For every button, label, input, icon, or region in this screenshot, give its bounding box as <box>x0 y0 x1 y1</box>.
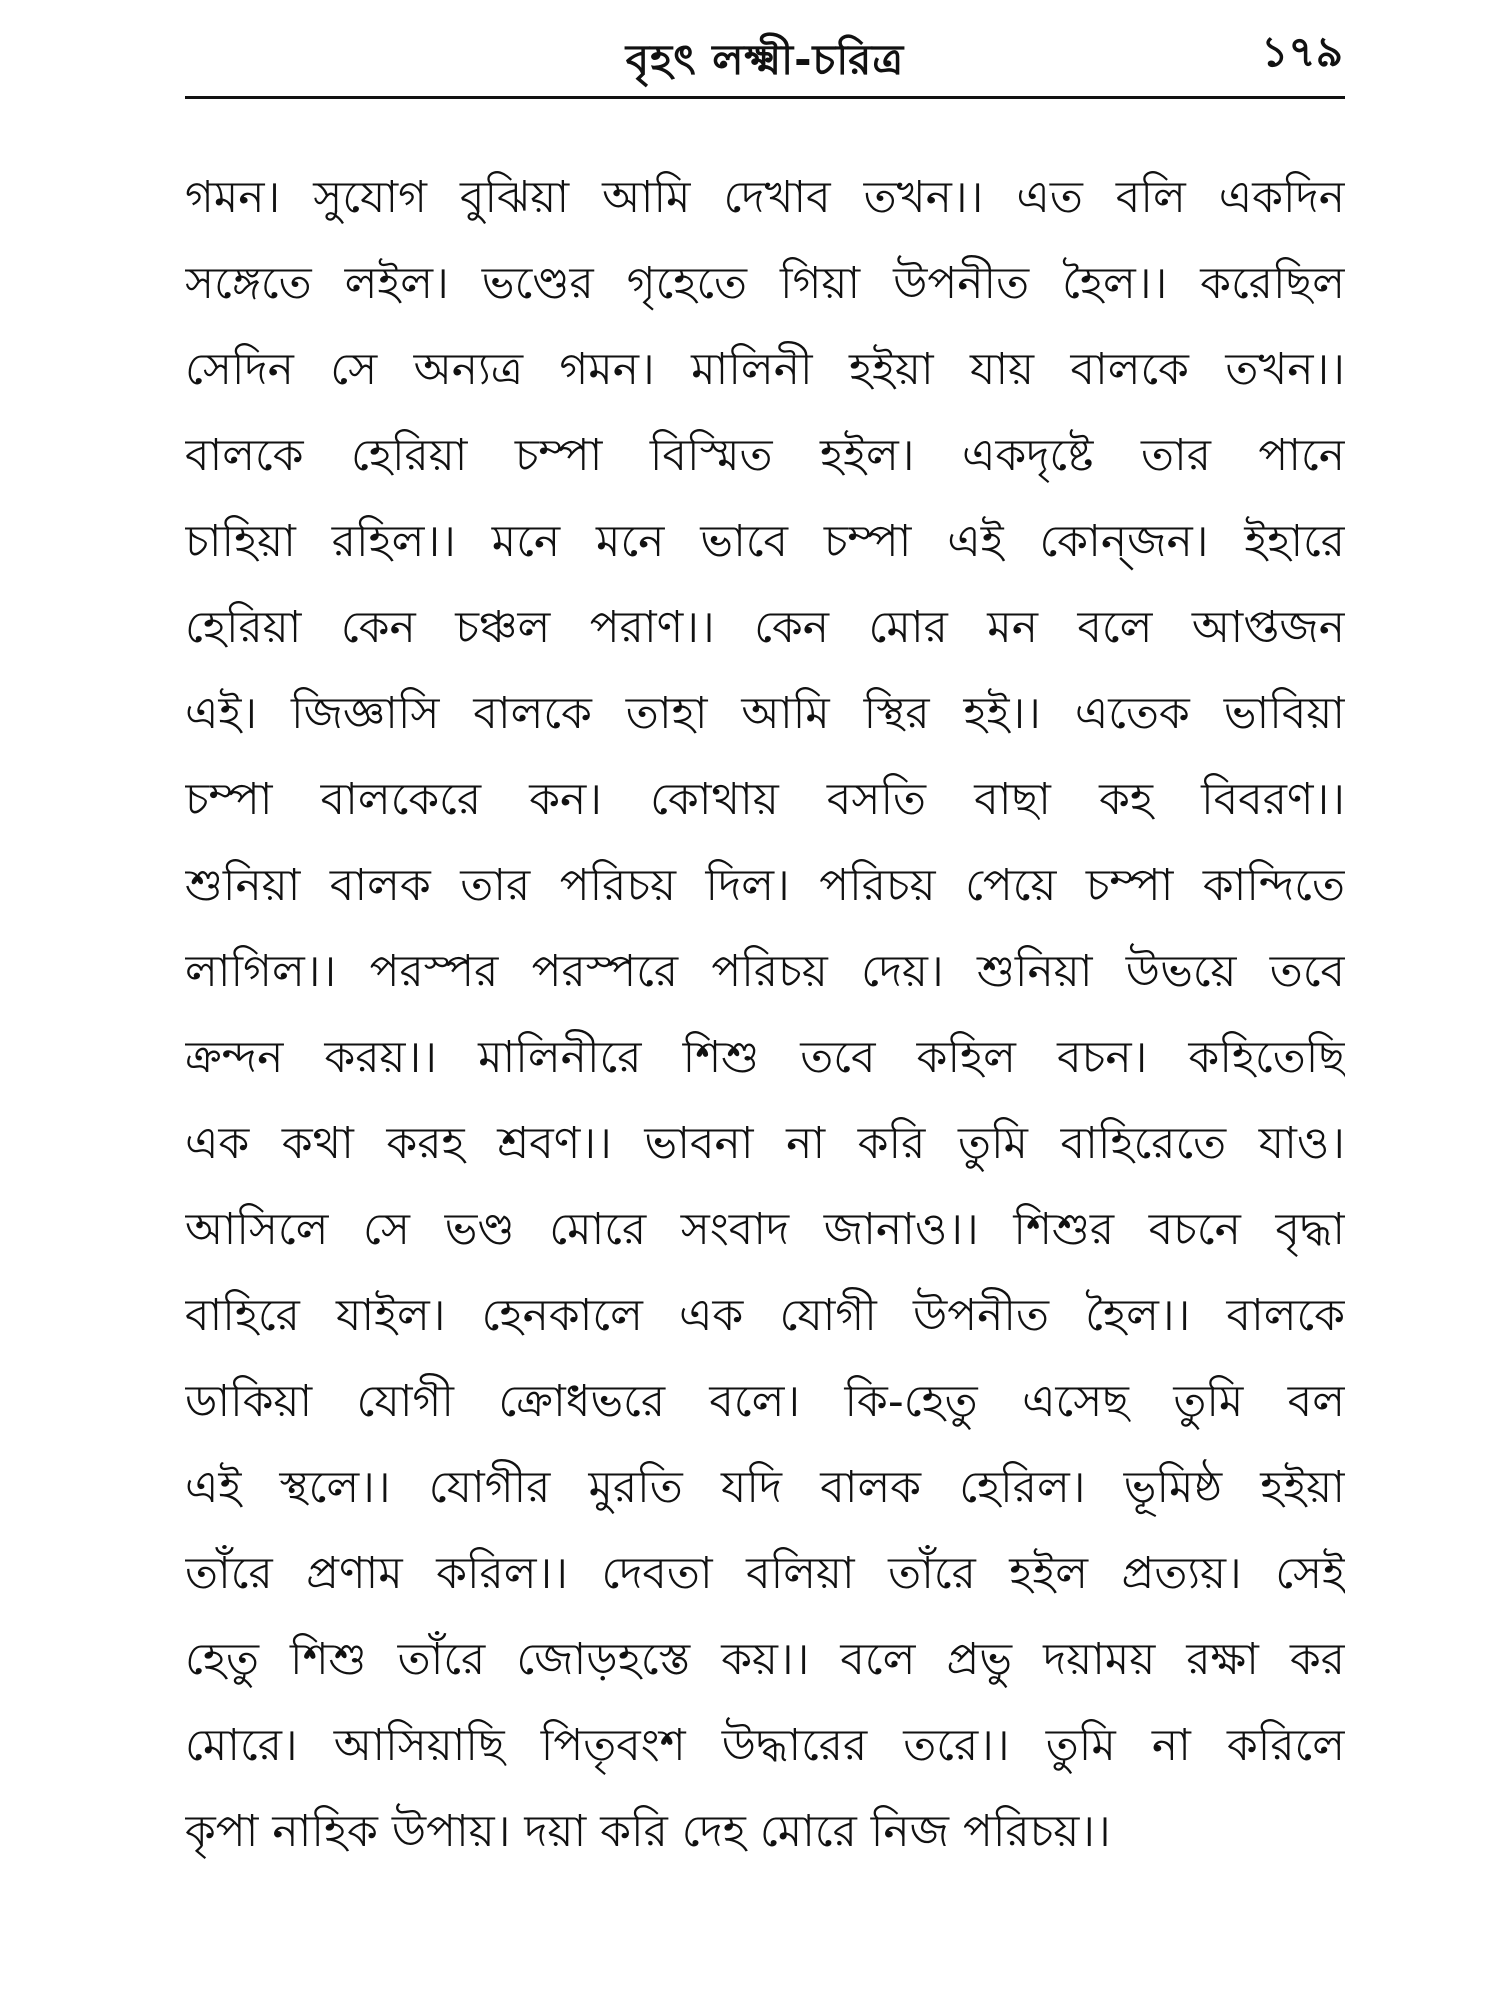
text-line-20: কৃপা নাহিক উপায়। দয়া করি দেহ মোরে নিজ পরিচয়।। <box>185 1806 1111 1857</box>
text-line-15: ডাকিয়া যোগী ক্রোধভরে বলে। কি-হেতু এসেছ তুমি বল <box>185 1376 1345 1427</box>
header-title: বৃহৎ লক্ষ্মী-চরিত্র <box>625 35 905 84</box>
text-line-8: চম্পা বালকেরে কন। কোথায় বসতি বাছা কহ বিবরণ।। <box>185 774 1345 825</box>
text-line-17: তাঁরে প্রণাম করিল।। দেবতা বলিয়া তাঁরে হইল প্রত্যয়। সেই <box>185 1548 1345 1599</box>
text-line-18: হেতু শিশু তাঁরে জোড়হস্তে কয়।। বলে প্রভু দয়াময় রক্ষা কর <box>185 1634 1345 1685</box>
text-line-13: আসিলে সে ভণ্ড মোরে সংবাদ জানাও।। শিশুর বচনে বৃদ্ধা <box>185 1204 1345 1255</box>
text-line-9: শুনিয়া বালক তার পরিচয় দিল। পরিচয় পেয়ে চম্পা কান্দিতে <box>185 860 1345 911</box>
page-number: ১৭৯ <box>1261 27 1343 76</box>
text-line-19: মোরে। আসিয়াছি পিতৃবংশ উদ্ধারের তরে।। তুমি না করিলে <box>185 1720 1345 1771</box>
text-line-11: ক্রন্দন করয়।। মালিনীরে শিশু তবে কহিল বচন। কহিতেছি <box>185 1032 1345 1083</box>
body-text <box>185 155 1345 1875</box>
text-line-4: বালকে হেরিয়া চম্পা বিস্মিত হইল। একদৃষ্টে তার পানে <box>185 430 1345 481</box>
text-line-6: হেরিয়া কেন চঞ্চল পরাণ।। কেন মোর মন বলে আপ্তজন <box>185 602 1345 653</box>
running-header <box>185 22 1345 100</box>
text-line-10: লাগিল।। পরস্পর পরস্পরে পরিচয় দেয়। শুনিয়া উভয়ে তবে <box>185 946 1345 997</box>
text-line-3: সেদিন সে অন্যত্র গমন। মালিনী হইয়া যায় বালকে তখন।। <box>185 344 1345 395</box>
header-rule <box>185 96 1345 99</box>
text-line-2: সঙ্গেতে লইল। ভণ্ডের গৃহেতে গিয়া উপনীত হৈল।। করেছিল <box>185 258 1345 309</box>
text-line-16: এই স্থলে।। যোগীর মুরতি যদি বালক হেরিল। ভূমিষ্ঠ হইয়া <box>185 1462 1345 1513</box>
text-line-5: চাহিয়া রহিল।। মনে মনে ভাবে চম্পা এই কোন্‌জন। ইহারে <box>185 516 1345 567</box>
text-line-14: বাহিরে যাইল। হেনকালে এক যোগী উপনীত হৈল।। বালকে <box>185 1290 1345 1341</box>
text-line-1: গমন। সুযোগ বুঝিয়া আমি দেখাব তখন।। এত বলি একদিন <box>185 172 1345 223</box>
text-line-7: এই। জিজ্ঞাসি বালকে তাহা আমি স্থির হই।। এতেক ভাবিয়া <box>185 688 1345 739</box>
text-line-12: এক কথা করহ শ্রবণ।। ভাবনা না করি তুমি বাহিরেতে যাও। <box>185 1118 1345 1169</box>
